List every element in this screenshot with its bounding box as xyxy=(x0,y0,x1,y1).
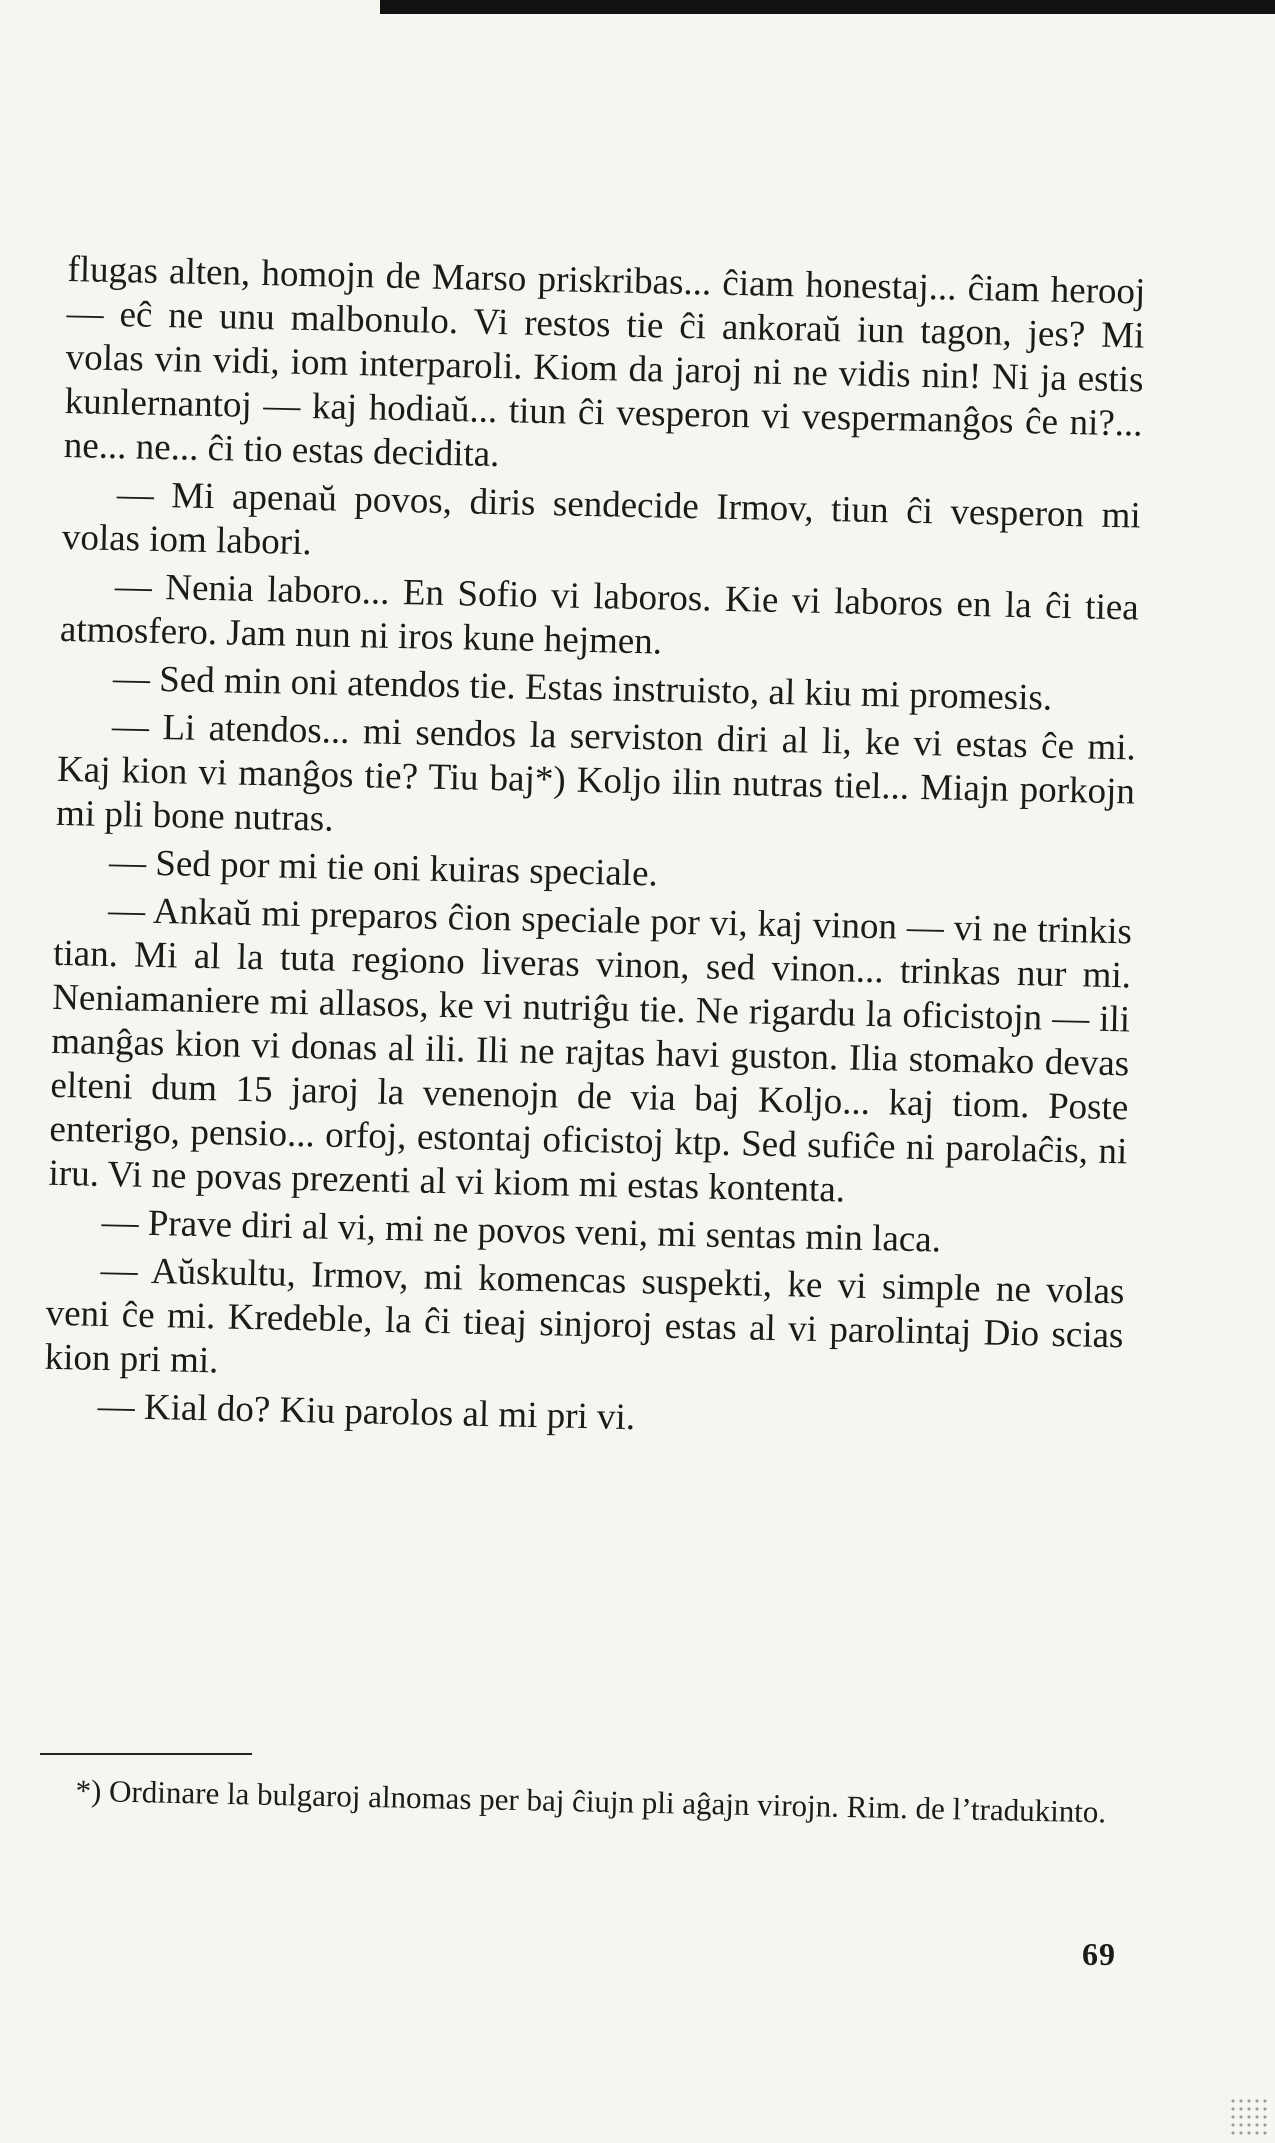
page-number: 69 xyxy=(1082,1936,1116,1972)
paragraph: — Prave diri al vi, mi ne povos veni, mi sentas min laca. xyxy=(101,1201,942,1261)
scan-speckle xyxy=(1229,2097,1269,2137)
paragraph: — Ankaŭ mi preparos ĉion speciale por vi, kaj vinon — vi ne trinkis tian. Mi al la tuta regiono liveras vinon, sed vinon... trinkas nur mi. Neniamaniere mi allasos, ke vi nutriĝu tie. Ne rigardu la oficistojn — ili manĝas kion vi donas al ili. Ili ne rajtas havi guston. Ilia stomako devas elteni dum 15 jaroj la venenojn de via baj Koljo... kaj tiom. Poste enterigo, pensio... orfoj, estontaj oficistoj ktp. Sed sufiĉe ni parolaĉis, ni iru. Vi ne povas prezenti al vi kiom mi estas kontenta. xyxy=(48,889,1133,1211)
paragraph: — Kial do? Kiu parolos al mi pri vi. xyxy=(97,1385,636,1439)
footnote-divider xyxy=(40,1753,252,1755)
page-edge-shadow xyxy=(380,0,1275,14)
paragraph: — Sed por mi tie oni kuiras speciale. xyxy=(108,842,659,895)
paragraph: — Nenia laboro... En Sofio vi laboros. Kie vi laboros en la ĉi tiea atmosfero. Jam nun ni iros kune hejmen. xyxy=(59,566,1140,663)
paragraph: — Mi apenaŭ povos, diris sendecide Irmov, tiun ĉi vesperon mi volas iom labori. xyxy=(61,474,1142,564)
paragraph: — Aŭskultu, Irmov, mi komencas suspekti, ke vi simple ne volas veni ĉe mi. Kredeble, la ĉi tieaj sinjoroj estas al vi parolintaj Dio scias kion pri mi. xyxy=(44,1249,1125,1382)
paragraph: — Li atendos... mi sendos la serviston diri al li, ke vi estas ĉe mi. Kaj kion vi manĝos tie? Tiu baj*) Koljo ilin nutras tiel... Miajn porkojn mi pli bone nutras. xyxy=(55,706,1137,840)
paragraph: — Sed min oni atendos tie. Estas instruisto, al kiu mi promesis. xyxy=(112,658,1053,719)
footnote: *) Ordinare la bulgaroj alnomas per baj ĉiujn pli aĝajn virojn. Rim. de l’tradukinto. xyxy=(75,1772,1107,1830)
body-text xyxy=(43,248,1146,1454)
paragraph: flugas alten, homojn de Marso priskribas... ĉiam honestaj... ĉiam herooj — eĉ ne unu malbonulo. Vi restos tie ĉi ankoraŭ iun tagon, jes? Mi volas vin vidi, iom interparoli. Kiom da jaroj ni ne vidis nin! Ni ja estis kunlernantoj — kaj hodiaŭ... tiun ĉi vesperon vi vespermanĝos ĉe ni?... ne... ne... ĉi tio estas decidita. xyxy=(63,248,1146,476)
